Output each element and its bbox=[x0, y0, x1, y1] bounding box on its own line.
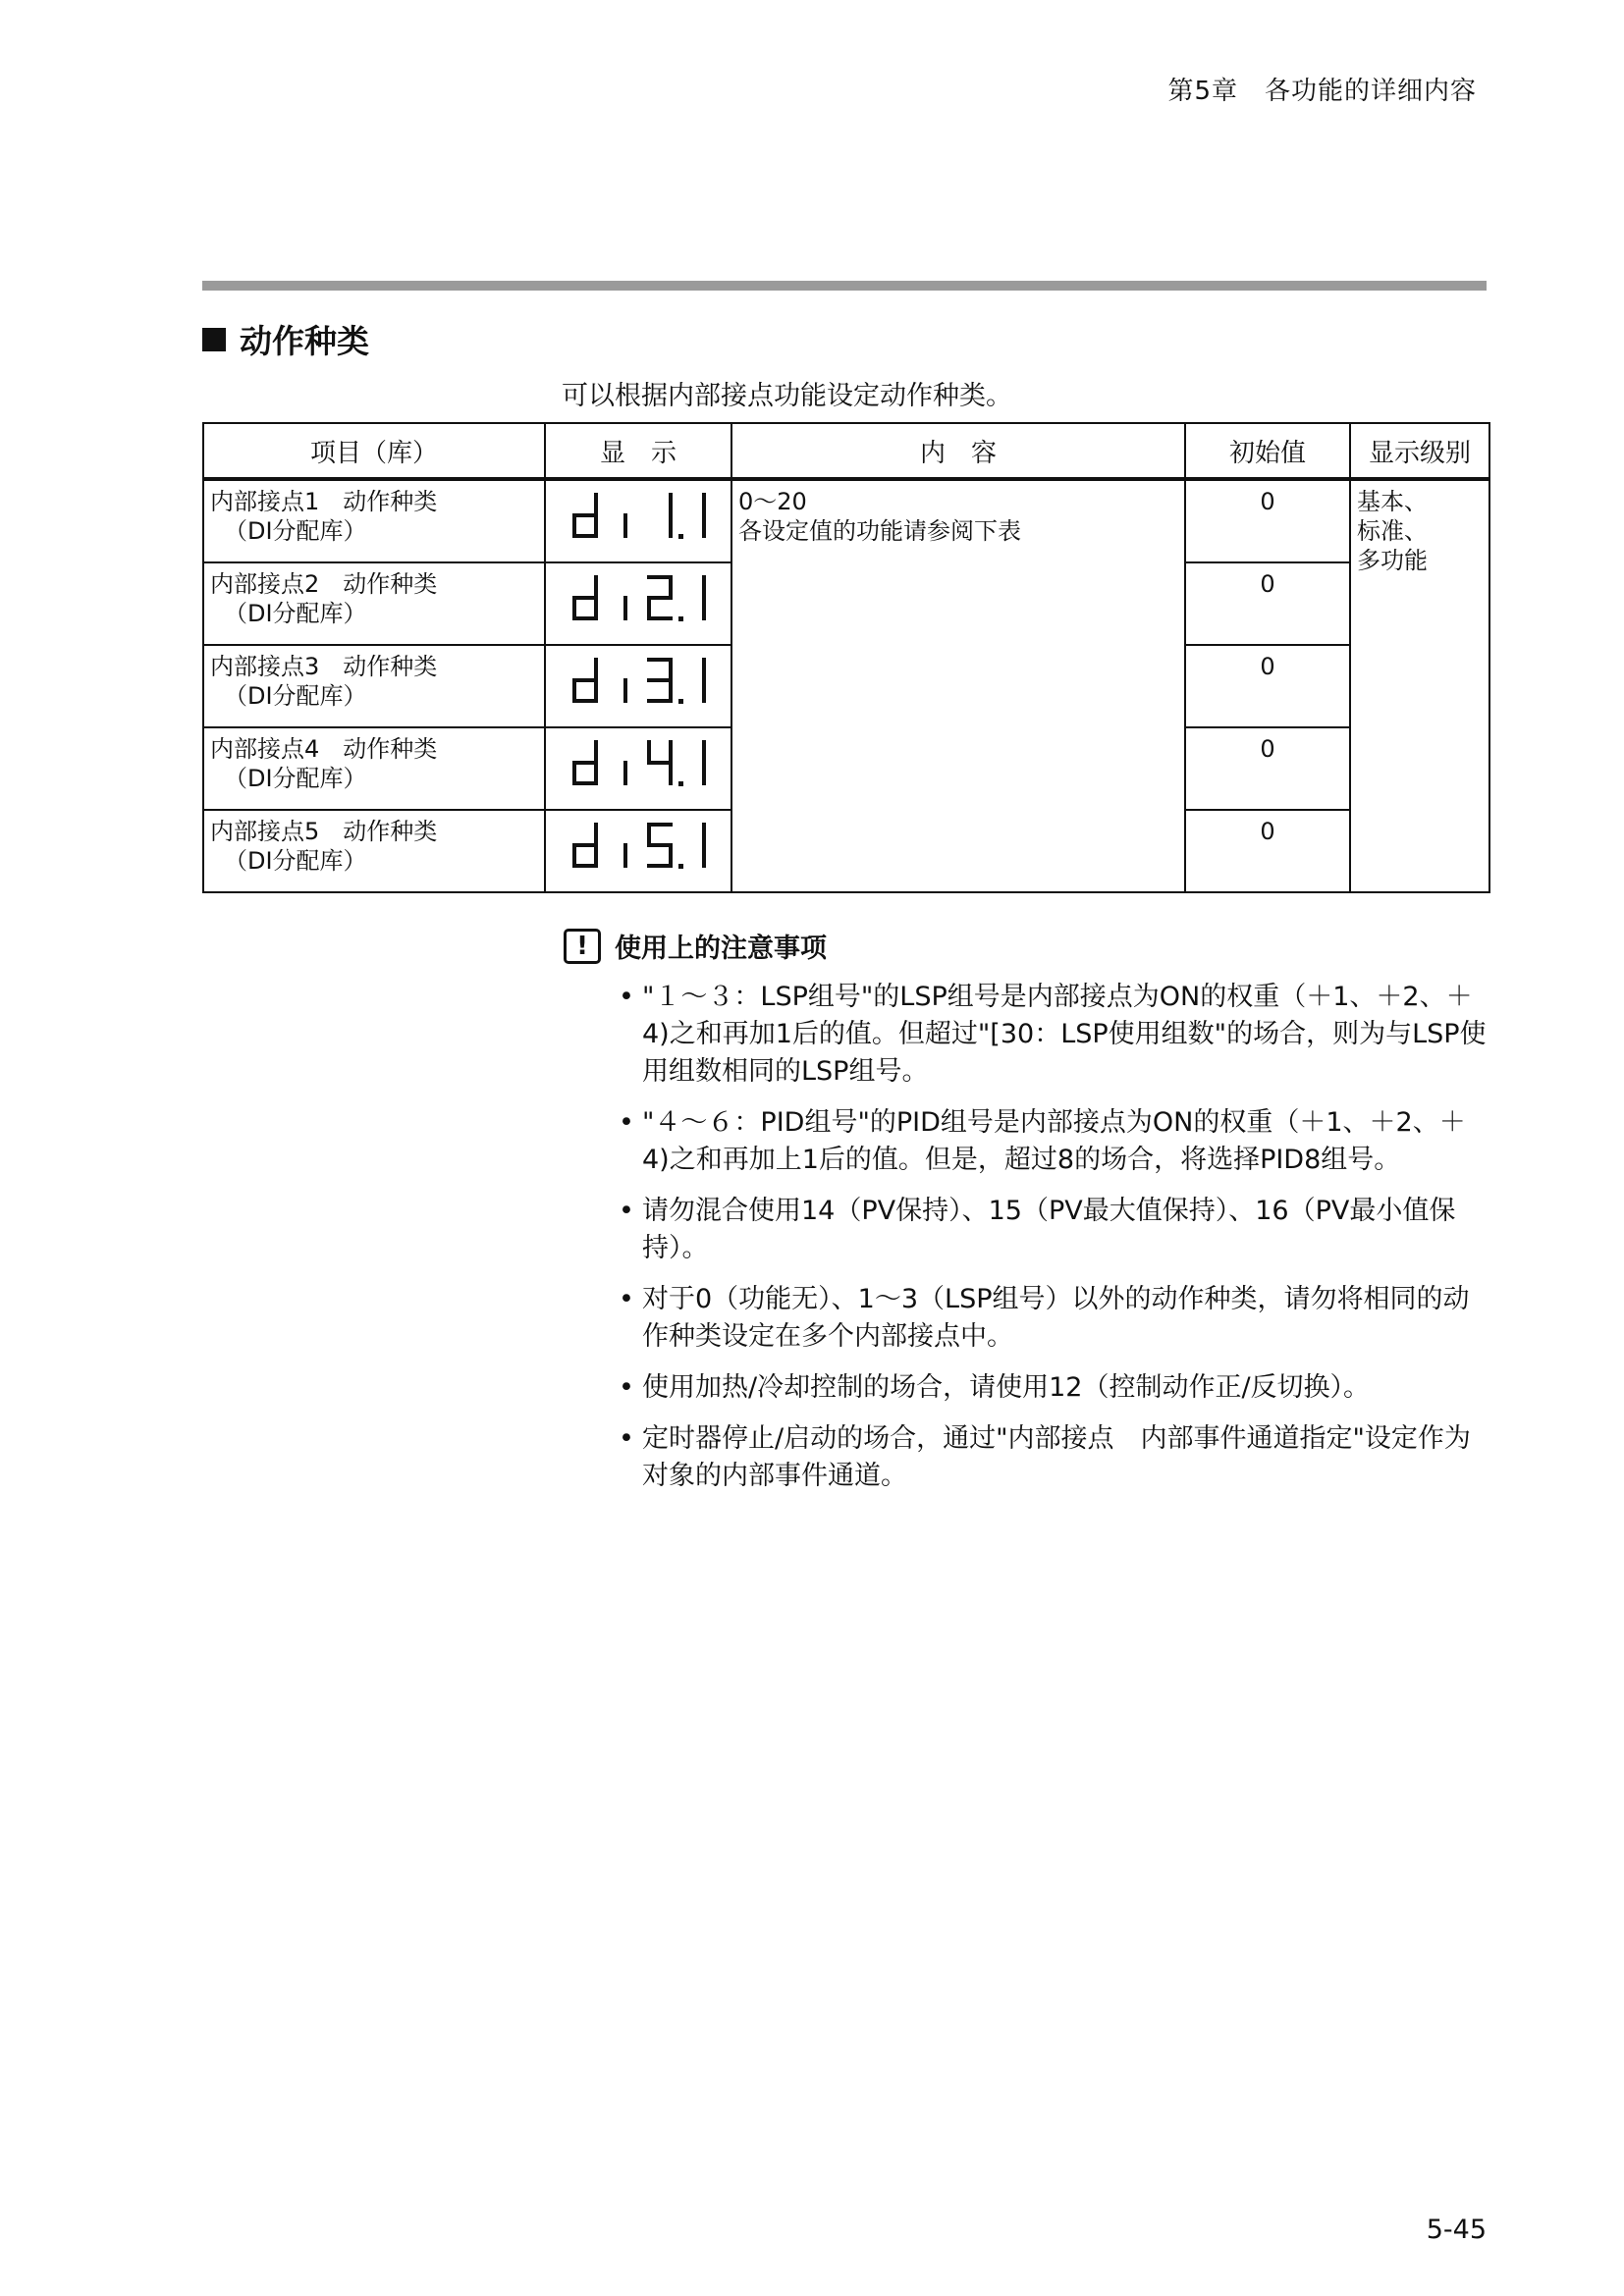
note-text: "１～３：LSP组号"的LSP组号是内部接点为ON的权重（＋1、＋2、＋4)之和再加1后的值。但超过"[30：LSP使用组数"的场合，则为与LSP使用组数相同的LSP组号。 bbox=[642, 982, 1487, 1087]
note-text: 定时器停止/启动的场合，通过"内部接点 内部事件通道指定"设定作为对象的内部事件通道。 bbox=[642, 1423, 1471, 1491]
note-text: 使用加热/冷却控制的场合，请使用12（控制动作正/反切换）。 bbox=[642, 1372, 1371, 1403]
page-number: 5-45 bbox=[1426, 2215, 1487, 2245]
decimal-point bbox=[678, 864, 683, 869]
chapter-header: 第5章 各功能的详细内容 bbox=[1167, 77, 1477, 106]
level-multi: 多功能 bbox=[1357, 547, 1428, 574]
item-bank: （DI分配库） bbox=[224, 765, 367, 792]
item-cell bbox=[203, 645, 545, 727]
note-item: • "４～６：PID组号"的PID组号是内部接点为ON的权重（＋1、＋2、＋4)之和再加上1后的值。但是，超过8的场合，将选择PID8组号。 bbox=[619, 1107, 1466, 1175]
display-cell bbox=[545, 562, 731, 645]
note-text: 请勿混合使用14（PV保持）、15（PV最大值保持）、16（PV最小值保持）。 bbox=[642, 1196, 1456, 1263]
segment-display bbox=[565, 734, 712, 791]
header-level: 显示级别 bbox=[1350, 423, 1489, 479]
section-title bbox=[202, 316, 369, 362]
item-bank: （DI分配库） bbox=[224, 847, 367, 875]
section-intro: 可以根据内部接点功能设定动作种类。 bbox=[562, 381, 1012, 411]
header-item: 项目（库） bbox=[203, 423, 545, 479]
display-cell bbox=[545, 645, 731, 727]
display-cell bbox=[545, 810, 731, 892]
square-bullet-icon bbox=[202, 328, 226, 351]
item-name: 内部接点5 动作种类 bbox=[210, 818, 438, 845]
content-range: 0～20 bbox=[738, 488, 807, 515]
decimal-point bbox=[678, 534, 683, 539]
note-item: • 请勿混合使用14（PV保持）、15（PV最大值保持）、16（PV最小值保持）。 bbox=[619, 1196, 1456, 1263]
section-divider bbox=[202, 281, 1487, 291]
notes-heading bbox=[564, 927, 1487, 965]
note-item: • 定时器停止/启动的场合，通过"内部接点 内部事件通道指定"设定作为对象的内部事件通道。 bbox=[619, 1423, 1471, 1491]
note-item: • 使用加热/冷却控制的场合，请使用12（控制动作正/反切换）。 bbox=[619, 1372, 1371, 1403]
level-standard: 标准、 bbox=[1357, 517, 1428, 545]
display-cell bbox=[545, 479, 731, 562]
section-title-text: 动作种类 bbox=[240, 322, 369, 360]
initial-value: 0 bbox=[1185, 727, 1350, 810]
content-description: 各设定值的功能请参阅下表 bbox=[738, 517, 1021, 545]
note-text: "４～６：PID组号"的PID组号是内部接点为ON的权重（＋1、＋2、＋4)之和再加上1后的值。但是，超过8的场合，将选择PID8组号。 bbox=[642, 1107, 1466, 1175]
display-cell bbox=[545, 727, 731, 810]
item-cell bbox=[203, 562, 545, 645]
operation-type-table bbox=[202, 422, 1490, 893]
notes-title: 使用上的注意事项 bbox=[615, 934, 827, 964]
item-name: 内部接点2 动作种类 bbox=[210, 570, 438, 598]
header-initial: 初始值 bbox=[1185, 423, 1350, 479]
initial-value: 0 bbox=[1185, 479, 1350, 562]
segment-display bbox=[565, 652, 712, 709]
usage-notes bbox=[564, 927, 1487, 1509]
table-header-row bbox=[203, 423, 1489, 479]
item-name: 内部接点4 动作种类 bbox=[210, 735, 438, 763]
initial-value: 0 bbox=[1185, 645, 1350, 727]
note-item: • "１～３：LSP组号"的LSP组号是内部接点为ON的权重（＋1、＋2、＋4)之和再加1后的值。但超过"[30：LSP使用组数"的场合，则为与LSP使用组数相同的LSP组号。 bbox=[619, 982, 1487, 1087]
initial-value: 0 bbox=[1185, 562, 1350, 645]
item-name: 内部接点1 动作种类 bbox=[210, 488, 438, 515]
header-display: 显 示 bbox=[545, 423, 731, 479]
segment-display bbox=[565, 817, 712, 874]
item-cell bbox=[203, 727, 545, 810]
item-bank: （DI分配库） bbox=[224, 600, 367, 627]
header-content: 内 容 bbox=[731, 423, 1185, 479]
item-cell bbox=[203, 479, 545, 562]
note-text: 对于0（功能无）、1～3（LSP组号）以外的动作种类，请勿将相同的动作种类设定在多个内部接点中。 bbox=[642, 1284, 1470, 1352]
content-cell bbox=[731, 479, 1185, 892]
item-cell bbox=[203, 810, 545, 892]
item-bank: （DI分配库） bbox=[224, 682, 367, 710]
decimal-point bbox=[678, 699, 683, 704]
level-cell bbox=[1350, 479, 1489, 892]
table-row bbox=[203, 479, 1489, 562]
item-bank: （DI分配库） bbox=[224, 517, 367, 545]
level-basic: 基本、 bbox=[1357, 488, 1428, 515]
exclamation-warning-icon: ! bbox=[564, 929, 601, 964]
segment-display bbox=[565, 569, 712, 626]
decimal-point bbox=[678, 616, 683, 621]
item-name: 内部接点3 动作种类 bbox=[210, 653, 438, 680]
initial-value: 0 bbox=[1185, 810, 1350, 892]
decimal-point bbox=[678, 781, 683, 786]
note-item: • 对于0（功能无）、1～3（LSP组号）以外的动作种类，请勿将相同的动作种类设定在多个内部接点中。 bbox=[619, 1284, 1470, 1352]
segment-display bbox=[565, 487, 712, 544]
